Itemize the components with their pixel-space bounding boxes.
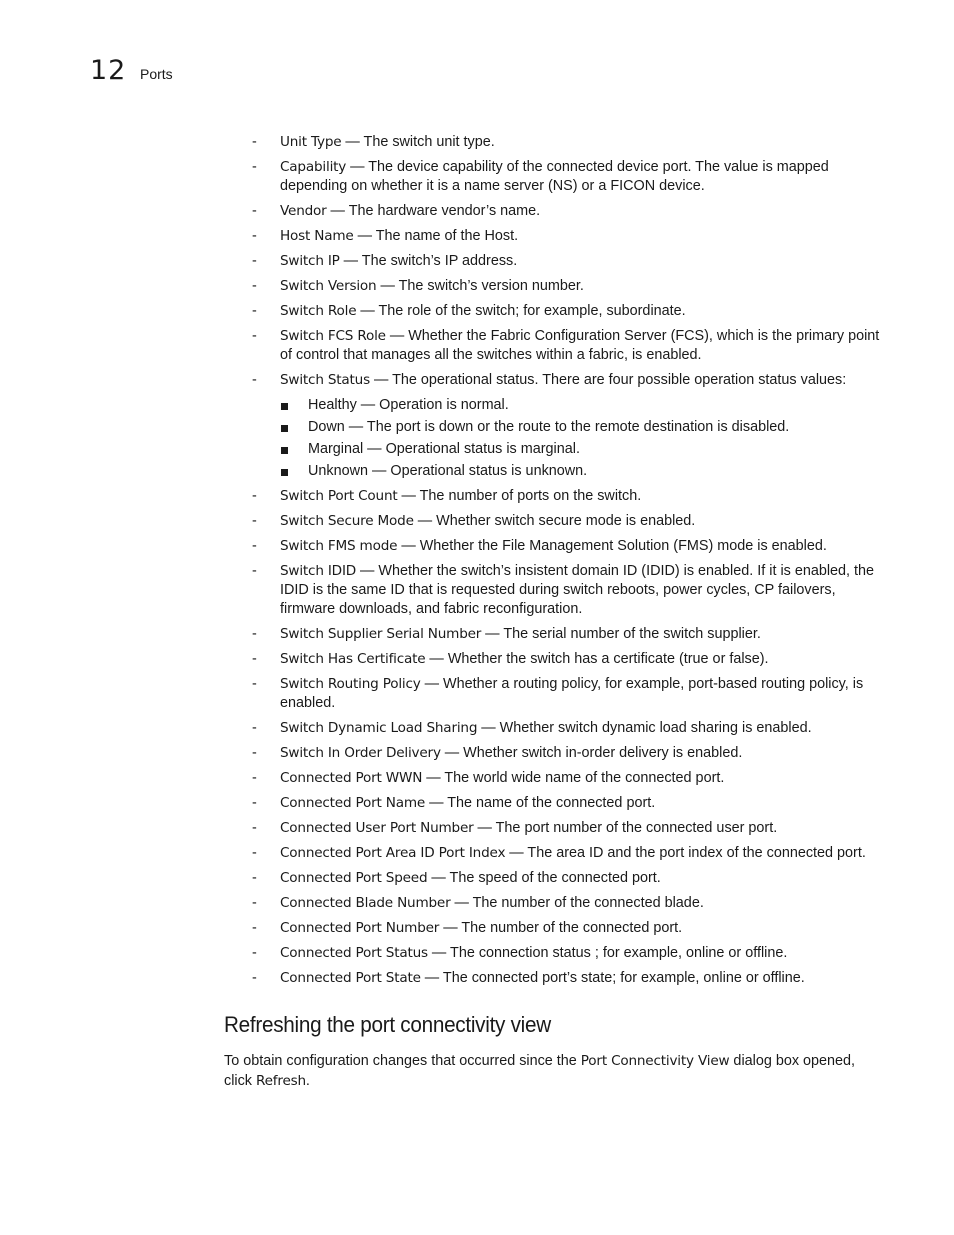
list-item: - Connected Port Status — The connection status ; for example, online or offline.	[252, 945, 788, 961]
para-text: To obtain configuration changes that occurred since the	[224, 1053, 581, 1069]
status-value-text: Healthy — Operation is normal.	[308, 397, 509, 413]
field-term: Connected Port Speed	[280, 870, 428, 886]
field-desc: — The name of the Host.	[353, 228, 519, 244]
field-term: Connected Port State	[280, 970, 421, 986]
field-term: Switch IDID	[280, 563, 357, 579]
list-item: - Switch IDID — Whether the switch’s insistent domain ID (IDID) is enabled. If it is enabled, the IDID is the same ID that is requested during switch reboots, power cycles, CP failovers, firmware downloads, and fabric reconfiguration.	[252, 563, 875, 617]
status-values-list	[280, 396, 882, 481]
field-desc: — The switch unit type.	[341, 134, 495, 150]
list-item: - Switch Supplier Serial Number — The serial number of the switch supplier.	[252, 626, 761, 642]
field-term: Switch Has Certificate	[280, 651, 426, 667]
status-value-text: Marginal — Operational status is marginal.	[308, 441, 580, 457]
field-term: Switch FCS Role	[280, 328, 386, 344]
field-desc: — The speed of the connected port.	[427, 870, 661, 886]
list-item: - Switch IP — The switch’s IP address.	[252, 253, 518, 269]
chapter-number: 12	[90, 55, 127, 86]
field-term: Switch Port Count	[280, 488, 398, 504]
list-item: - Switch Status — The operational status. There are four possible operation status values: Healthy — Operation is normal. Down — The port is down or the route to the remote destination is disabled. Marginal — Operational status is marginal. Unknown — Operational status is unknown.	[252, 371, 882, 481]
field-desc: — The switch’s version number.	[376, 278, 584, 294]
square-bullet-icon	[281, 447, 288, 454]
list-item: - Connected Blade Number — The number of the connected blade.	[252, 895, 704, 911]
field-desc: — The device capability of the connected device port. The value is mapped depending on whether it is a name server (NS) or a FICON device.	[280, 159, 829, 194]
field-desc: — The role of the switch; for example, subordinate.	[356, 303, 686, 319]
field-desc: — The operational status. There are four possible operation status values:	[369, 372, 847, 388]
field-desc: — The serial number of the switch supplier.	[481, 626, 761, 642]
field-desc: — The switch’s IP address.	[339, 253, 518, 269]
field-term: Connected User Port Number	[280, 820, 474, 836]
field-desc: — The hardware vendor’s name.	[326, 203, 541, 219]
list-item: - Switch FCS Role — Whether the Fabric Configuration Server (FCS), which is the primary point of control that manages all the switches within a fabric, is enabled.	[252, 328, 880, 363]
list-item: - Connected Port Area ID Port Index — The area ID and the port index of the connected port.	[252, 845, 866, 861]
status-value-item	[280, 440, 882, 459]
field-desc: — Whether switch secure mode is enabled.	[413, 513, 696, 529]
field-desc: — The connected port’s state; for example, online or offline.	[420, 970, 805, 986]
field-desc: — Whether the switch has a certificate (true or false).	[425, 651, 769, 667]
field-desc: — Whether the switch’s insistent domain ID (IDID) is enabled. If it is enabled, the IDID is the same ID that is requested during switch reboots, power cycles, CP failovers, firmware downloads, and fabric reconfiguration.	[280, 563, 875, 617]
field-term: Host Name	[280, 228, 354, 244]
field-desc: — The world wide name of the connected port.	[422, 770, 725, 786]
field-desc: — The connection status ; for example, online or offline.	[427, 945, 788, 961]
status-value-item	[280, 396, 882, 415]
field-term: Switch Secure Mode	[280, 513, 414, 529]
field-term: Connected Blade Number	[280, 895, 451, 911]
field-term: Switch Role	[280, 303, 357, 319]
list-item: - Host Name — The name of the Host.	[252, 228, 519, 244]
list-item: - Connected Port Name — The name of the connected port.	[252, 795, 656, 811]
ui-dialog-name: Port Connectivity View	[580, 1053, 730, 1069]
square-bullet-icon	[281, 425, 288, 432]
list-item: - Connected Port Number — The number of the connected port.	[252, 920, 683, 936]
list-item: - Connected User Port Number — The port number of the connected user port.	[252, 820, 778, 836]
field-desc: — The port number of the connected user port.	[473, 820, 778, 836]
field-term: Switch FMS mode	[280, 538, 398, 554]
list-item: - Switch Dynamic Load Sharing — Whether switch dynamic load sharing is enabled.	[252, 720, 812, 736]
field-desc: — The area ID and the port index of the connected port.	[505, 845, 866, 861]
list-item: - Unit Type — The switch unit type.	[252, 134, 495, 150]
field-term: Switch Supplier Serial Number	[280, 626, 482, 642]
field-desc: — The number of the connected port.	[439, 920, 683, 936]
field-term: Switch Dynamic Load Sharing	[280, 720, 478, 736]
list-item: - Switch Version — The switch’s version number.	[252, 278, 584, 294]
field-desc: — The number of the connected blade.	[450, 895, 704, 911]
field-desc: — Whether switch in-order delivery is enabled.	[440, 745, 743, 761]
list-item: - Vendor — The hardware vendor’s name.	[252, 203, 541, 219]
list-item: - Switch In Order Delivery — Whether switch in-order delivery is enabled.	[252, 745, 743, 761]
field-term: Connected Port WWN	[280, 770, 423, 786]
list-item: - Connected Port Speed — The speed of the connected port.	[252, 870, 661, 886]
field-desc: — Whether a routing policy, for example, port-based routing policy, is enabled.	[280, 676, 864, 711]
field-desc: — Whether the File Management Solution (FMS) mode is enabled.	[397, 538, 827, 554]
square-bullet-icon	[281, 403, 288, 410]
field-term: Switch In Order Delivery	[280, 745, 441, 761]
field-term: Switch Status	[280, 372, 370, 388]
status-value-item	[280, 418, 882, 437]
status-value-text: Unknown — Operational status is unknown.	[308, 463, 588, 479]
field-term: Connected Port Number	[280, 920, 440, 936]
field-desc: — The name of the connected port.	[425, 795, 656, 811]
status-value-text: Down — The port is down or the route to the remote destination is disabled.	[308, 419, 790, 435]
field-term: Vendor	[280, 203, 327, 219]
field-desc: — Whether the Fabric Configuration Server (FCS), which is the primary point of control that manages all the switches within a fabric, is enabled.	[280, 328, 880, 363]
para-text: .	[305, 1072, 310, 1089]
square-bullet-icon	[281, 469, 288, 476]
field-term: Capability	[280, 159, 347, 175]
list-item: - Switch Role — The role of the switch; for example, subordinate.	[252, 303, 686, 319]
section-heading: Refreshing the port connectivity view	[224, 1012, 551, 1037]
field-term: Switch IP	[280, 253, 340, 269]
field-list	[252, 133, 882, 988]
list-item: - Switch Routing Policy — Whether a routing policy, for example, port-based routing policy, is enabled.	[252, 676, 864, 711]
list-item: - Switch Has Certificate — Whether the switch has a certificate (true or false).	[252, 651, 769, 667]
field-term: Unit Type	[280, 134, 342, 150]
para-text: dialog box opened, click	[224, 1053, 856, 1089]
field-desc: — Whether switch dynamic load sharing is enabled.	[477, 720, 812, 736]
field-list-container	[252, 133, 882, 994]
section-paragraph	[224, 1052, 884, 1091]
list-item: - Connected Port State — The connected port’s state; for example, online or offline.	[252, 970, 805, 986]
field-term: Connected Port Status	[280, 945, 428, 961]
list-item: - Switch Secure Mode — Whether switch secure mode is enabled.	[252, 513, 696, 529]
list-item: - Capability — The device capability of the connected device port. The value is mapped depending on whether it is a name server (NS) or a FICON device.	[252, 159, 829, 194]
field-term: Switch Routing Policy	[280, 676, 421, 692]
field-term: Switch Version	[280, 278, 377, 294]
list-item: - Switch FMS mode — Whether the File Management Solution (FMS) mode is enabled.	[252, 538, 827, 554]
status-value-item	[280, 462, 882, 481]
chapter-title: Ports	[140, 66, 173, 82]
field-term: Connected Port Area ID Port Index	[280, 845, 506, 861]
field-desc: — The number of ports on the switch.	[397, 488, 642, 504]
list-item: - Switch Port Count — The number of ports on the switch.	[252, 488, 642, 504]
field-term: Connected Port Name	[280, 795, 426, 811]
ui-button-name: Refresh	[255, 1072, 306, 1089]
list-item: - Connected Port WWN — The world wide name of the connected port.	[252, 770, 725, 786]
